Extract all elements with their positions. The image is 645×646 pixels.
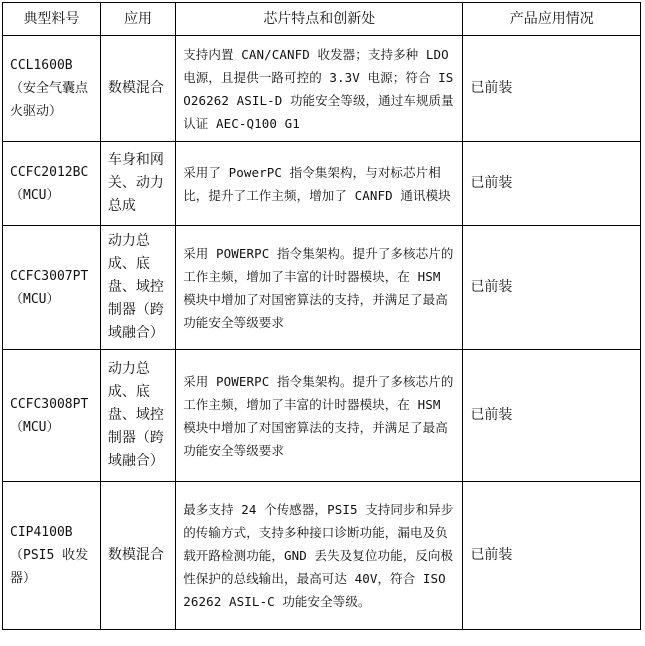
- table-row: [3, 142, 641, 226]
- features-cell: 采用 POWERPC 指令集架构。提升了多核芯片的工作主频，增加了丰富的计时器模块，在 HSM 模块中增加了对国密算法的支持，并满足了最高功能安全等级要求: [176, 226, 463, 350]
- part-number-cell: CCFC3008PT（MCU）: [3, 350, 101, 482]
- features-cell: 支持内置 CAN/CANFD 收发器；支持多种 LDO 电源，且提供一路可控的 3.3V 电源；符合 ISO26262 ASIL-D 功能安全等级，通过车规质量认证 AEC-Q100 G1: [176, 36, 463, 142]
- part-number-cell: CCFC2012BC（MCU）: [3, 142, 101, 226]
- application-cell: 数模混合: [100, 36, 175, 142]
- status-cell: 已前装: [463, 350, 641, 482]
- table-header-row: [3, 3, 641, 36]
- application-cell: 数模混合: [100, 482, 175, 630]
- status-cell: 已前装: [463, 36, 641, 142]
- status-cell: 已前装: [463, 226, 641, 350]
- application-cell: 动力总成、底盘、域控制器（跨域融合）: [100, 350, 175, 482]
- application-cell: 车身和网关、动力总成: [100, 142, 175, 226]
- application-cell: 动力总成、底盘、域控制器（跨域融合）: [100, 226, 175, 350]
- table-row: [3, 482, 641, 630]
- chip-spec-table: [2, 2, 641, 630]
- header-status: 产品应用情况: [463, 3, 641, 36]
- part-number-cell: CIP4100B（PSI5 收发器）: [3, 482, 101, 630]
- features-cell: 采用了 PowerPC 指令集架构，与对标芯片相比，提升了工作主频，增加了 CANFD 通讯模块: [176, 142, 463, 226]
- features-cell: 最多支持 24 个传感器，PSI5 支持同步和异步的传输方式，支持多种接口诊断功能，漏电及负载开路检测功能，GND 丢失及复位功能，反向极性保护的总线输出，最高可达 40V，符合 ISO 26262 ASIL-C 功能安全等级。: [176, 482, 463, 630]
- part-number-cell: CCFC3007PT（MCU）: [3, 226, 101, 350]
- features-cell: 采用 POWERPC 指令集架构。提升了多核芯片的工作主频，增加了丰富的计时器模块，在 HSM 模块中增加了对国密算法的支持，并满足了最高功能安全等级要求: [176, 350, 463, 482]
- part-number-cell: CCL1600B（安全气囊点火驱动）: [3, 36, 101, 142]
- status-cell: 已前装: [463, 482, 641, 630]
- table-row: [3, 36, 641, 142]
- table-row: [3, 226, 641, 350]
- header-application: 应用: [100, 3, 175, 36]
- header-part-number: 典型料号: [3, 3, 101, 36]
- table-row: [3, 350, 641, 482]
- header-features: 芯片特点和创新处: [176, 3, 463, 36]
- status-cell: 已前装: [463, 142, 641, 226]
